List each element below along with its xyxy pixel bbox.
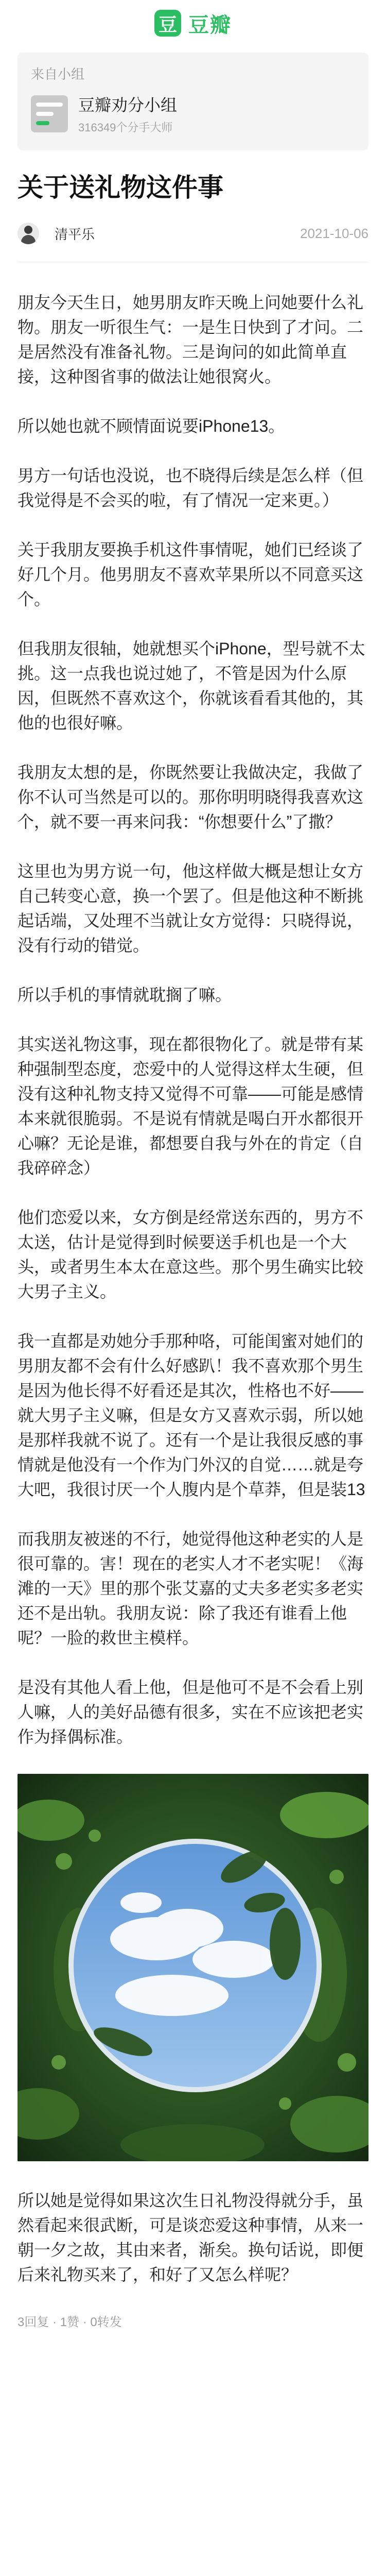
group-row[interactable] [31,92,355,135]
article-paragraph: 所以她也就不顾情面说要iPhone13。 [17,417,285,435]
author-name[interactable]: 清平乐 [55,226,95,242]
source-label: 来自小组 [31,66,85,82]
article-paragraph: 这里也为男方说一句，他这样做大概是想让女方自己转变心意，换一个罢了。但是他这种不断挑起话端，又处理不当就让女方觉得：只晓得说，没有行动的错觉。 [17,862,364,955]
article-paragraph: 关于我朋友要换手机这件事情呢，她们已经谈了好几个月。他男朋友不喜欢苹果所以不同意买这个。 [17,540,364,608]
article-paragraph: 而我朋友被迷的不行，她觉得他这种老实的人是很可靠的。害！现在的老实人才不老实呢！《海滩的一天》里的那个张艾嘉的丈夫多老实多老实还不是出轨。我朋友说：除了我还有谁看上他呢？一脸的救世主模样。 [17,1530,364,1647]
article-paragraph: 但我朋友很轴，她就想买个iPhone，型号就不太挑。这一点我也说过她了，不管是因为什么原因，但既然不喜欢这个，你就该看看其他的，其他的也很好嘛。 [17,639,365,732]
douban-brand[interactable] [154,9,232,38]
post-stats: 3回复 · 1赞 · 0转发 [17,2315,122,2329]
article-closing-paragraph: 所以她是觉得如果这次生日礼物没得就分手，虽然看起来很武断，可是谈恋爱这种事情，从来一朝一夕之故，其由来者，渐矣。换句话说，即便后来礼物买来了，和好了又怎么样呢？ [17,2191,364,2284]
post-date: 2021-10-06 [300,225,369,241]
group-members: 316349个分手大师 [78,121,173,134]
group-thumbnail-icon [31,95,68,132]
article-paragraph: 男方一句话也没说，也不晓得后续是怎么样（但我觉得是不会买的啦，有了情况一定来更。） [17,466,364,510]
mirror-in-foliage-image [17,1774,369,2161]
douban-logo-icon: 豆 [154,10,181,37]
article-body [17,290,369,2287]
article-paragraph: 朋友今天生日，她男朋友昨天晚上问她要什么礼物。朋友一听很生气：一是生日快到了才问。二是居然没有准备礼物。三是询问的如此简单直接，这种图省事的做法让她很窝火。 [17,293,364,386]
author-row [17,223,369,244]
post-title: 关于送礼物这件事 [17,173,223,202]
article-paragraph: 所以手机的事情就耽搁了嘛。 [17,986,232,1004]
top-brand-bar [0,0,386,46]
group-name: 豆瓣劝分小组 [78,96,178,114]
source-group-card[interactable] [17,53,369,150]
article-paragraph: 其实送礼物这事，现在都很物化了。就是带有某种强制型态度，恋爱中的人觉得这样太生硬，但没有这种礼物支持又觉得不可靠——可能是感情本来就很脆弱。不是说有情就是喝白开水都很开心嘛？无论是谁，都想要自我与外在的肯定（自我碎碎念） [17,1035,364,1177]
avatar[interactable] [17,223,39,244]
brand-name: 豆瓣 [188,13,232,37]
article-paragraph: 是没有其他人看上他，但是他可不是不会看上别人嘛，人的美好品德有很多，实在不应该把老实作为择偶标准。 [17,1678,364,1746]
article-paragraph: 他们恋爱以来，女方倒是经常送东西的，男方不太送，估计是觉得到时候要送手机也是一个大头，或者男生本太在意这些。那个男生确实比较大男子主义。 [17,1208,364,1301]
article-paragraph: 我朋友太想的是，你既然要让我做决定，我做了你不认可当然是可以的。那你明明晓得我喜欢这个，就不要一再来问我：“你想要什么”了撒？ [17,763,364,831]
article-paragraph: 我一直都是劝她分手那种咯，可能闺蜜对她们的男朋友都不会有什么好感趴！我不喜欢那个男生是因为他长得不好看还是其次，性格也不好——就大男子主义嘛，但是女方又喜欢示弱，所以她是那样我就不说了。还有一个是让我很反感的事情就是他没有一个作为门外汉的自觉……就是夸大吧，我很讨厌一个人腹内是个草莽，但是装13 [17,1332,365,1499]
article-photo[interactable] [17,1774,369,2161]
